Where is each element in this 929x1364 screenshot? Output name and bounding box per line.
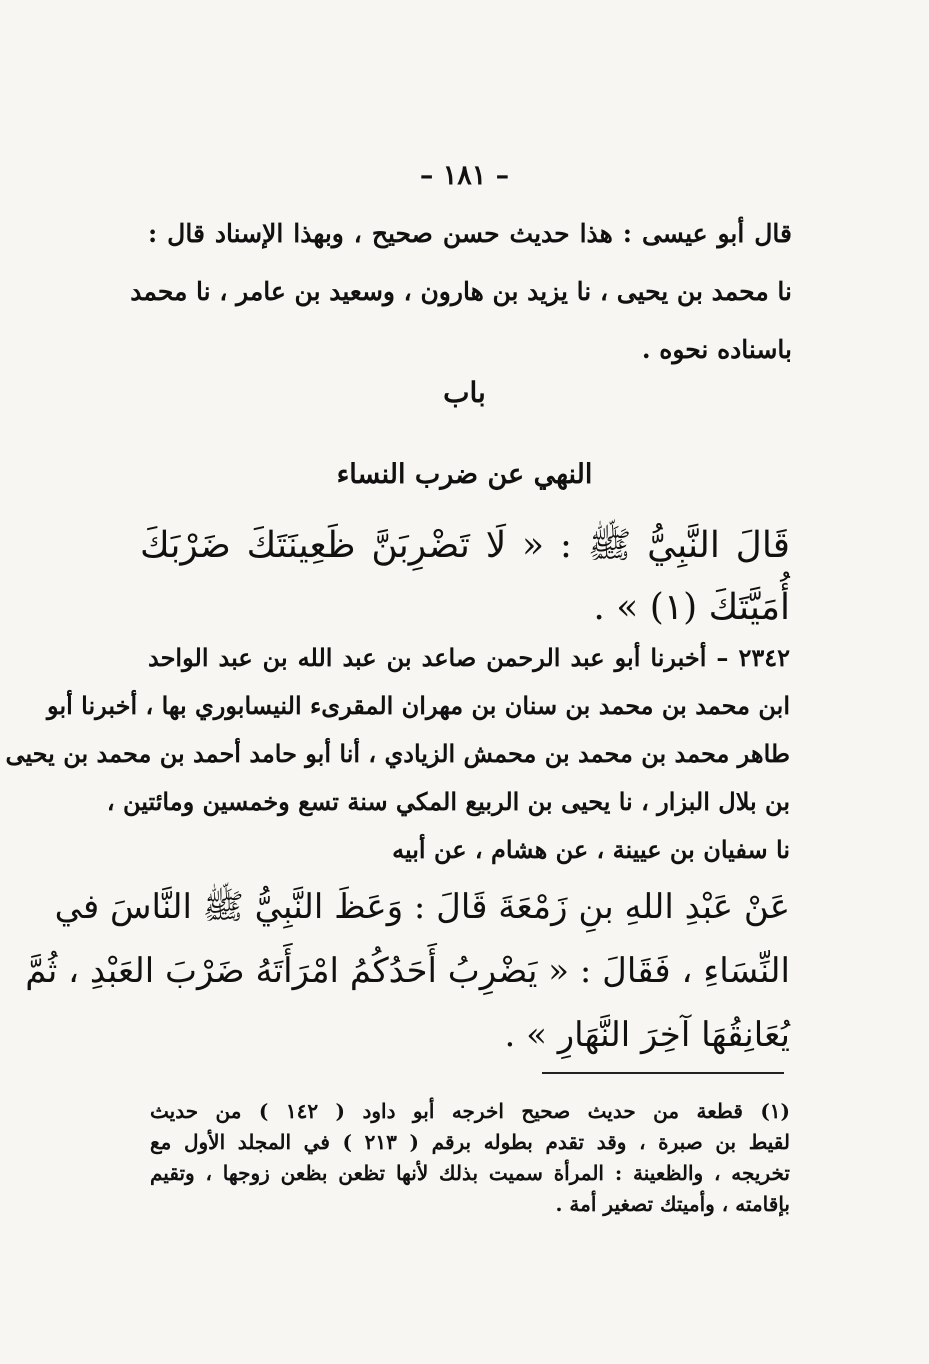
text-line: يُعَانِقُهَا آخِرَ النَّهَارِ » . [504,1015,790,1055]
text-line: بن بلال البزار ، نا يحيى بن الربيع المكي سنة تسع وخمسين ومائتين ، [106,787,790,816]
footnote [150,1096,790,1220]
intro-paragraph [130,205,792,379]
text-line: طاهر محمد بن محمد بن محمش الزيادي ، أنا أبو حامد أحمد بن محمد بن يحيى [5,739,790,768]
text-line: أُمَيَّتَكَ (١) » . [593,587,790,628]
page-number: – ١٨١ – [419,160,510,191]
text-line: (١) قطعة من حديث صحيح اخرجه أبو داود ( ١٤٢ ) من حديث [150,1099,791,1123]
chapter-heading: باب [443,376,486,409]
text-line: النِّسَاءِ ، فَقَالَ : « يَضْرِبُ أَحَدُكُمُ امْرَأَتَهُ ضَرْبَ العَبْدِ ، ثُمَّ [25,951,790,991]
text-line: ٢٣٤٢ – أخبرنا أبو عبد الرحمن صاعد بن عبد الله بن عبد الواحد [148,643,790,672]
hadith-text-1 [140,515,790,639]
chapter-title: النهي عن ضرب النساء [336,459,593,490]
text-line: نا سفيان بن عيينة ، عن هشام ، عن أبيه [392,835,790,864]
text-line: لقيط بن صبرة ، وقد تقدم بطوله برقم ( ٢١٣ ) في المجلد الأول مع [150,1130,790,1154]
isnad-paragraph [5,634,790,874]
text-line: نا محمد بن يحيى ، نا يزيد بن هارون ، وسعيد بن عامر ، نا محمد [130,277,792,306]
footnote-divider [542,1072,784,1074]
text-line: قَالَ النَّبِيُّ ﷺ : « لَا تَضْرِبَنَّ ظَعِينَتَكَ ضَرْبَكَ [140,525,790,566]
text-line: ابن محمد بن محمد بن سنان بن مهران المقرىء النيسابوري بها ، أخبرنا أبو [47,691,790,720]
text-line: باسناده نحوه . [641,335,792,364]
text-line: تخريجه ، والظعينة : المرأة سميت بذلك لأنها تظعن بظعن زوجها ، وتقيم [150,1161,790,1185]
text-line: بإقامته ، وأميتك تصغير أمة . [555,1192,790,1216]
text-line: قال أبو عيسى : هذا حديث حسن صحيح ، وبهذا الإسناد قال : [148,219,792,248]
hadith-text-2 [25,875,790,1067]
text-line: عَنْ عَبْدِ اللهِ بنِ زَمْعَةَ قَالَ : وَعَظَ النَّبِيُّ ﷺ النَّاسَ في [54,887,790,927]
